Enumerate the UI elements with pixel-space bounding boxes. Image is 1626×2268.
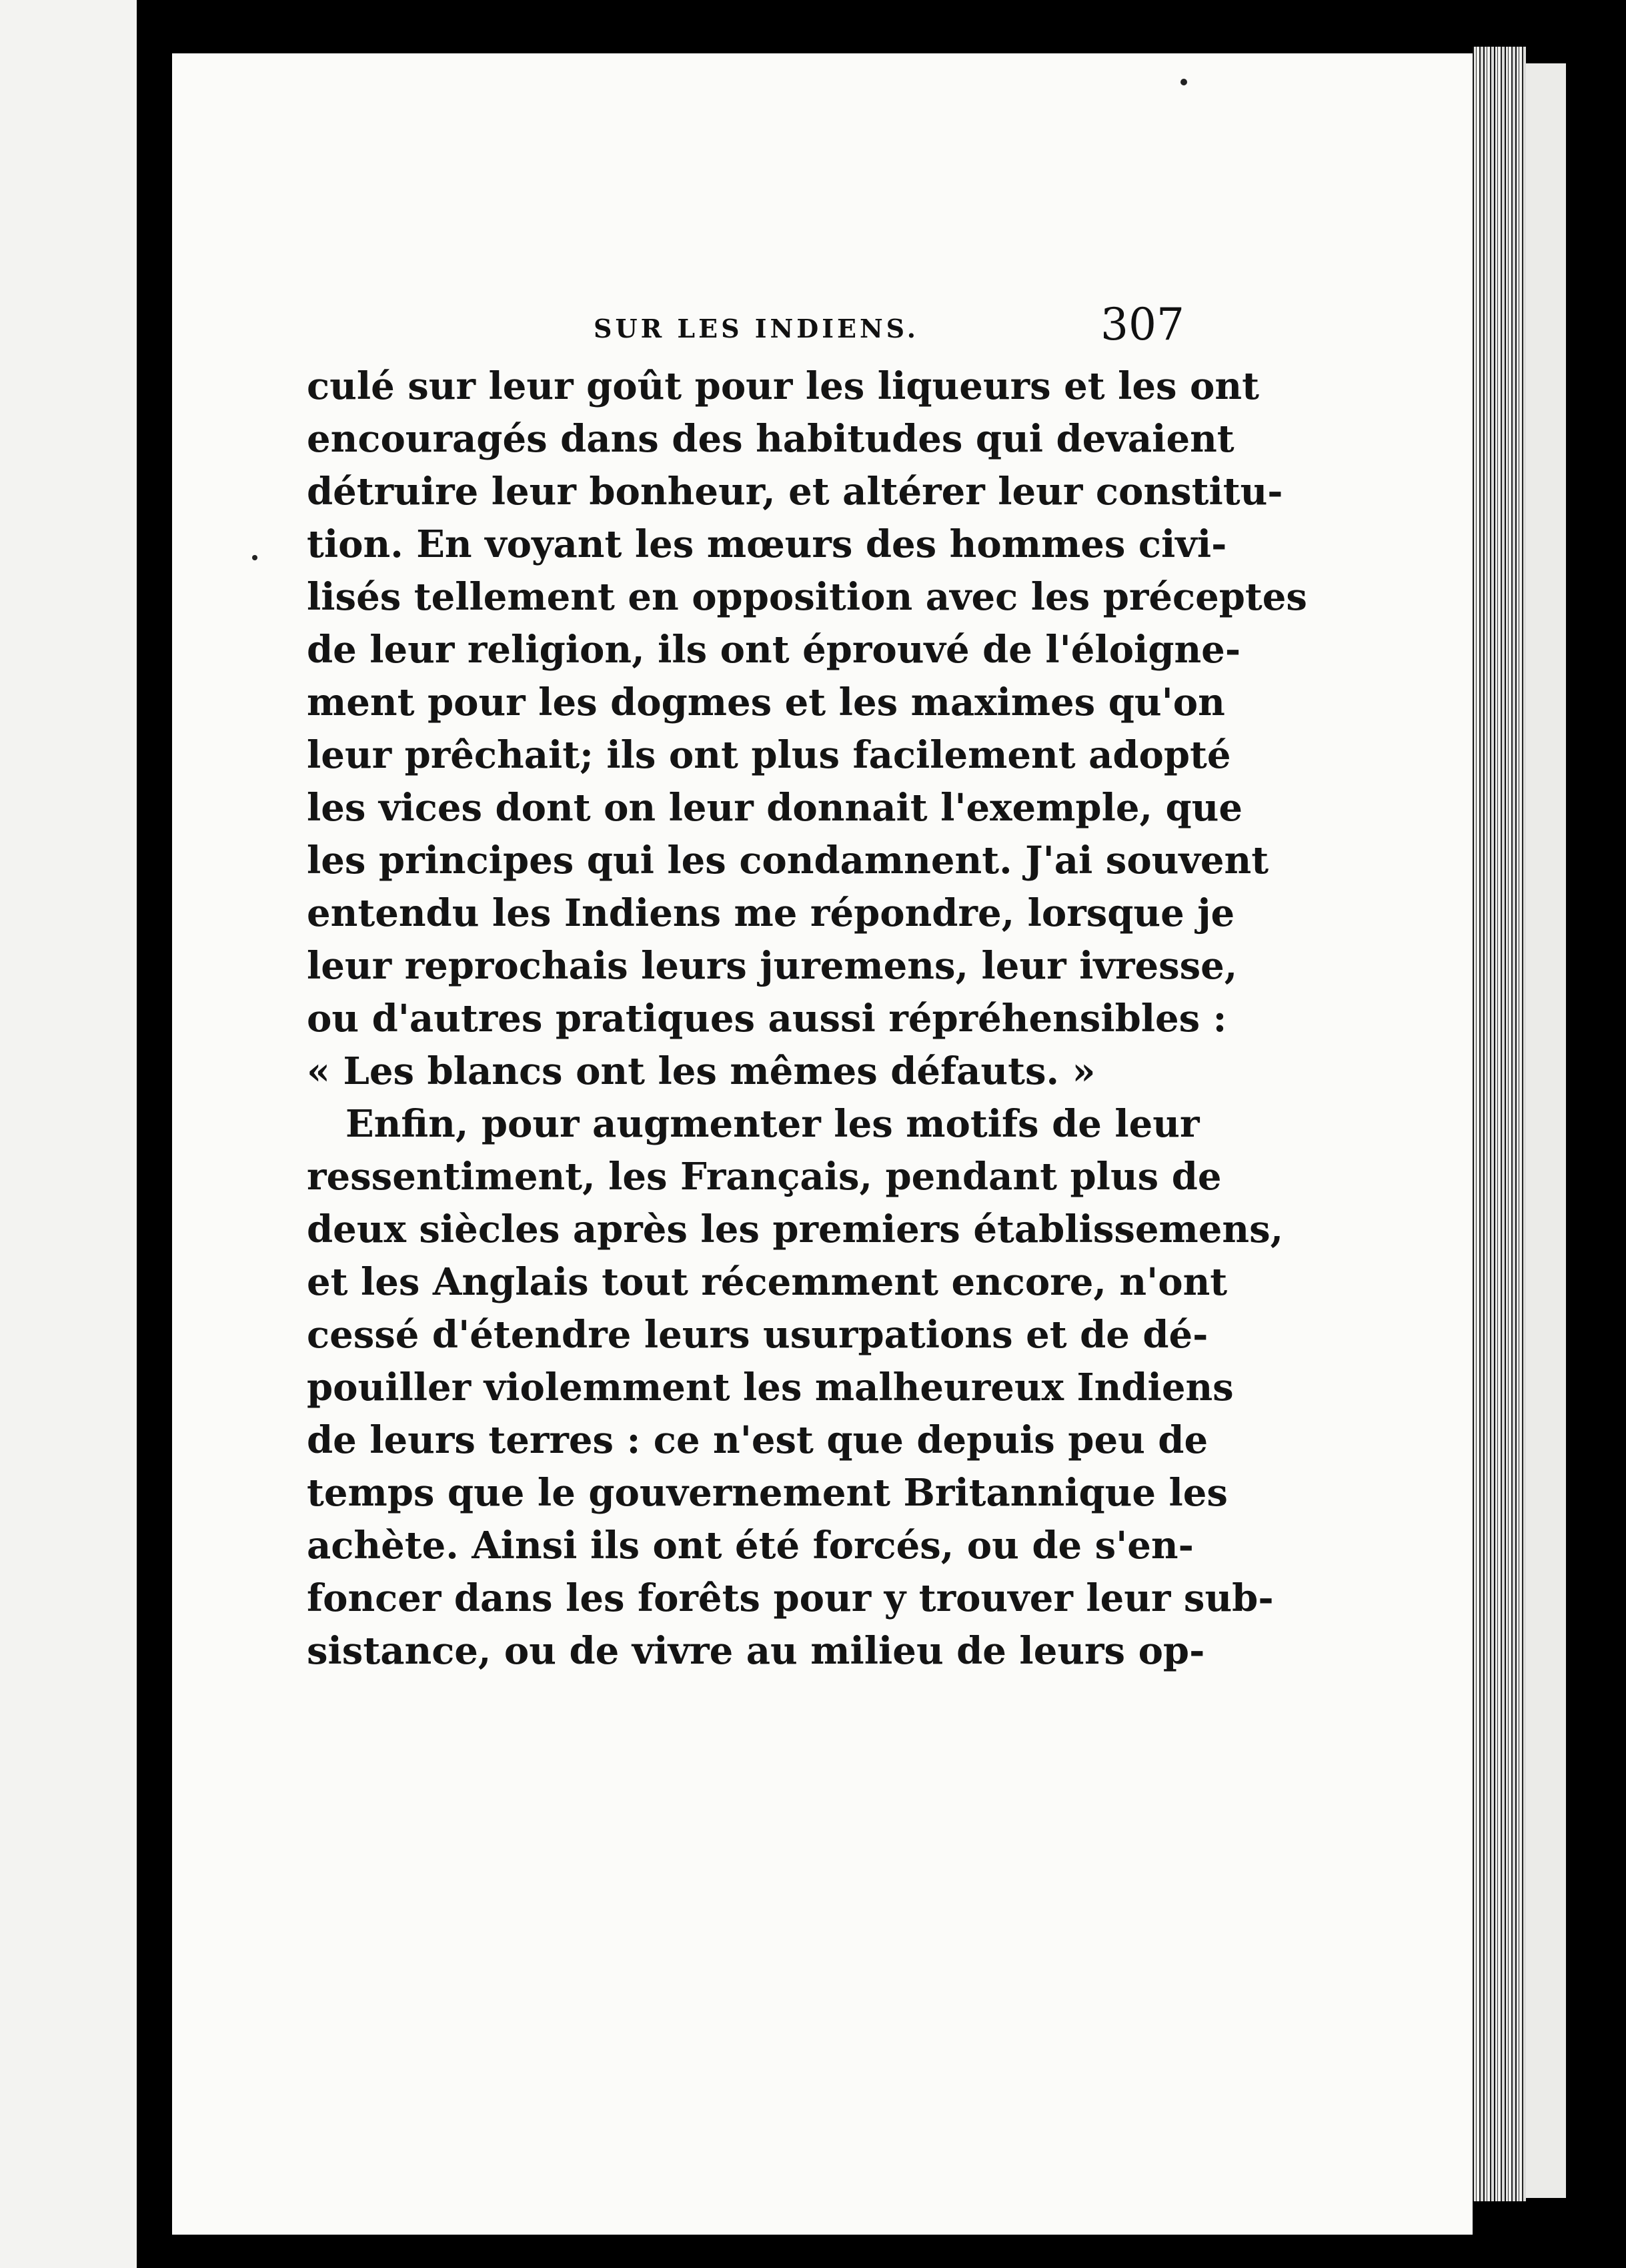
- text-line: encouragés dans des habitudes qui devaient: [307, 417, 1235, 461]
- text-line: de leurs terres : ce n'est que depuis peu de: [307, 1418, 1208, 1462]
- speck: [1180, 79, 1187, 85]
- text-line: foncer dans les forêts pour y trouver leur sub-: [307, 1576, 1274, 1620]
- facing-page-edge: [0, 0, 137, 2268]
- text-line: temps que le gouvernement Britannique les: [307, 1471, 1228, 1515]
- body-text: [307, 360, 1307, 1678]
- text-line: cessé d'étendre leurs usurpations et de dé-: [307, 1313, 1208, 1357]
- text-line: les principes qui les condamnent. J'ai souvent: [307, 838, 1269, 883]
- text-line: pouiller violemment les malheureux Indiens: [307, 1365, 1234, 1409]
- text-line: détruire leur bonheur, et altérer leur constitu-: [307, 470, 1283, 514]
- page-stack-edges: [1473, 47, 1526, 2201]
- running-head: SUR LES INDIENS.: [594, 314, 919, 344]
- text-line: de leur religion, ils ont éprouvé de l'éloigne-: [307, 628, 1241, 672]
- back-board-edge: [1526, 63, 1566, 2198]
- text-line: sistance, ou de vivre au milieu de leurs op-: [307, 1629, 1205, 1673]
- paragraph-first-line: Enfin, pour augmenter les motifs de leur: [345, 1102, 1200, 1146]
- text-line: tion. En voyant les mœurs des hommes civi-: [307, 522, 1227, 566]
- text-line: entendu les Indiens me répondre, lorsque je: [307, 891, 1235, 935]
- page-header: [307, 299, 1184, 367]
- text-line: deux siècles après les premiers établissemens,: [307, 1207, 1284, 1251]
- text-line: leur prêchait; ils ont plus facilement adopté: [307, 733, 1231, 777]
- page-number: 307: [1100, 299, 1184, 350]
- text-line: lisés tellement en opposition avec les préceptes: [307, 575, 1307, 619]
- speck: [252, 555, 257, 560]
- text-line: ressentiment, les Français, pendant plus de: [307, 1155, 1222, 1199]
- text-line: et les Anglais tout récemment encore, n'ont: [307, 1260, 1228, 1304]
- text-line: « Les blancs ont les mêmes défauts. »: [307, 1049, 1096, 1093]
- text-line: ment pour les dogmes et les maximes qu'on: [307, 680, 1225, 724]
- text-line: culé sur leur goût pour les liqueurs et les ont: [307, 364, 1259, 408]
- text-line: leur reprochais leurs juremens, leur ivresse,: [307, 944, 1238, 988]
- text-line: achète. Ainsi ils ont été forcés, ou de s'en-: [307, 1524, 1194, 1568]
- text-line: ou d'autres pratiques aussi répréhensibles :: [307, 997, 1227, 1041]
- text-line: les vices dont on leur donnait l'exemple, que: [307, 786, 1243, 830]
